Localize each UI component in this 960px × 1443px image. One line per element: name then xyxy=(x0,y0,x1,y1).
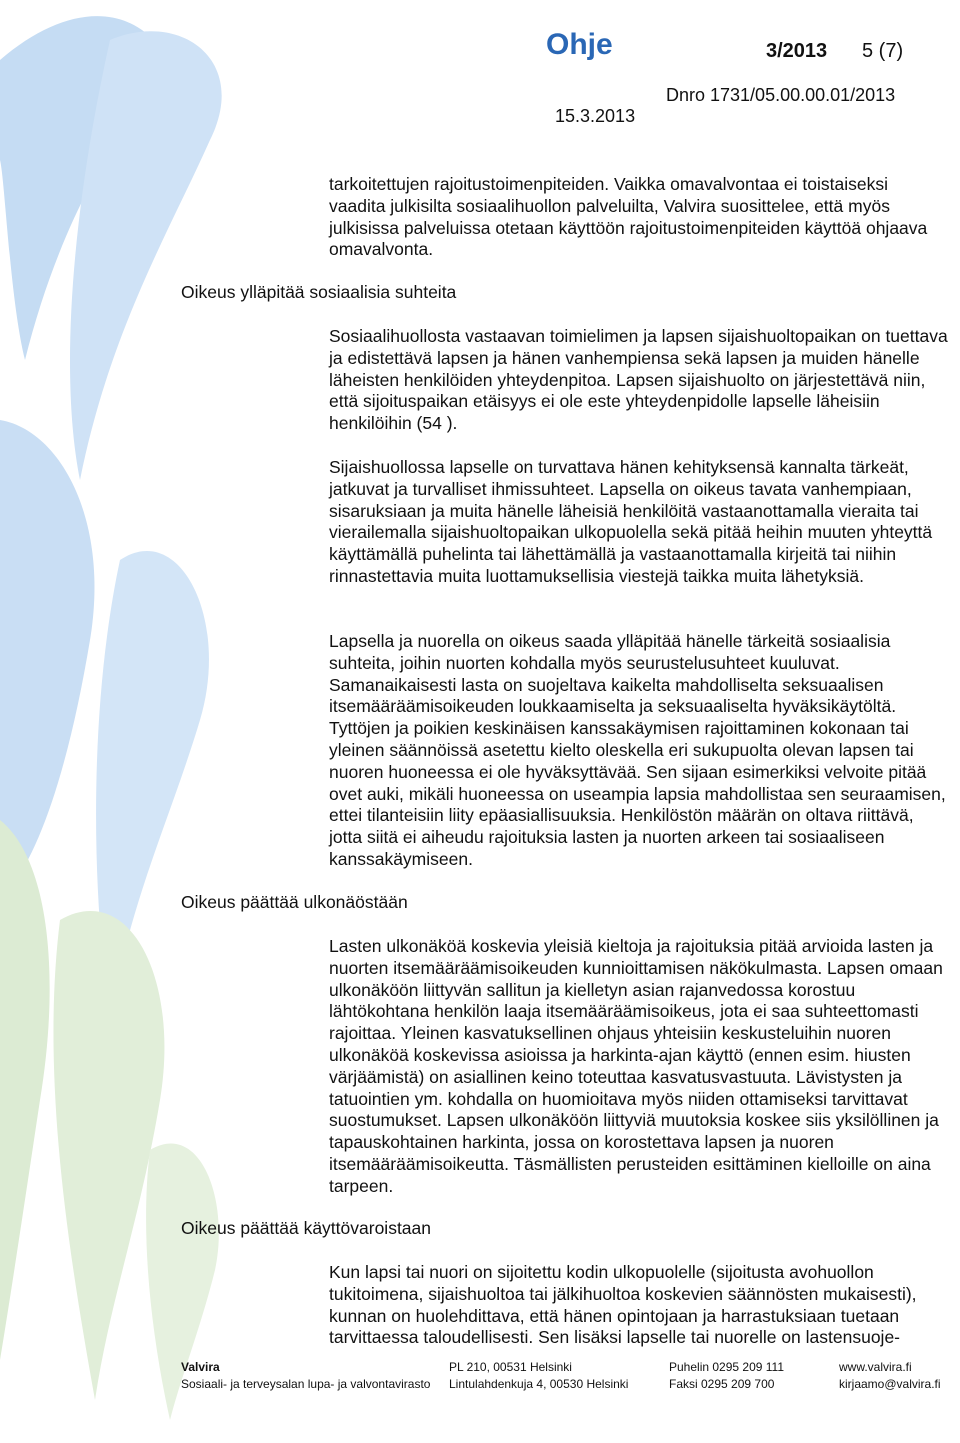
document-date: 15.3.2013 xyxy=(555,106,636,126)
footer-website-link[interactable]: www.valvira.fi xyxy=(839,1360,912,1374)
page-number: 5 (7) xyxy=(862,40,904,62)
document-type-title: Ohje xyxy=(546,28,613,61)
body-paragraph: Lapsella ja nuorella on oikeus saada ylläpitää hänelle tärkeitä sosiaalisia suhteita, joihin nuorten kohdalla myös seurustelusuhteet kuuluvat. Samanaikaisesti lasta on suojeltava kaikelta mahdolliselta seksuaalisen itsemääräämisoikeuden loukkaamiselta ja seksuaaliselta hyväksikäytöltä. Tyttöjen ja poikien keskinäisen kanssakäymisen rajoittaminen kokonaan tai yleinen säännöissä asetettu kielto oleskella eri sukupuolta olevan lapsen tai nuoren huoneessa ei ole hyväksyttävää. Sen sijaan esimerkiksi velvoite pitää ovet auki, mikäli huoneessa on useampia lapsia mahdollistaa sen seuraamisen, ettei tilanteisiin liity epäasiallisuuksia. Henkilöstön määrän on oltava riittävä, jotta siitä ei aiheudu rajoituksia lasten ja nuorten arkeen tai sosiaaliseen kanssakäymiseen. xyxy=(329,631,946,869)
footer-address xyxy=(449,1359,628,1393)
footer-fax-number: Faksi 0295 209 700 xyxy=(669,1377,775,1391)
footer-phone-number: Puhelin 0295 209 111 xyxy=(669,1360,784,1374)
page-footer xyxy=(0,1359,960,1399)
footer-contact xyxy=(839,1359,941,1393)
document-number: 3/2013 xyxy=(766,40,828,62)
side-heading-appearance: Oikeus päättää ulkonäöstään xyxy=(181,892,408,912)
footer-address-1: PL 210, 00531 Helsinki xyxy=(449,1360,572,1374)
body-paragraph: tarkoitettujen rajoitustoimenpiteiden. Vaikka omavalvontaa ei toistaiseksi vaadita julkisilta sosiaalihuollon palveluilta, Valvira suosittelee, että myös julkisissa palveluissa otetaan käyttöön rajoitustoimenpiteiden käyttöä ohjaava omavalvonta. xyxy=(329,174,928,260)
footer-org-name: Valvira xyxy=(181,1360,220,1374)
footer-email-link[interactable]: kirjaamo@valvira.fi xyxy=(839,1377,941,1391)
footer-organization xyxy=(181,1359,430,1393)
footer-address-2: Lintulahdenkuja 4, 00530 Helsinki xyxy=(449,1377,629,1391)
record-number: Dnro 1731/05.00.00.01/2013 xyxy=(666,85,896,105)
body-paragraph: Sijaishuollossa lapselle on turvattava hänen kehityksensä kannalta tärkeät, jatkuvat ja turvalliset ihmissuhteet. Lapsella on oikeus tavata vanhempiaan, sisaruksiaan ja muita hänelle läheisiä henkilöitä vastaanottamalla vieraita tai vierailemalla sijaishuoltopaikan ulkopuolella sekä pitää heihin muuten yhteyttä käyttämällä puhelinta tai lähettämällä ja vastaanottamalla kirjeitä tai niihin rinnastettavia muita luottamuksellisia viestejä taikka muita lähetyksiä. xyxy=(329,457,933,586)
footer-org-full-name: Sosiaali- ja terveysalan lupa- ja valvontavirasto xyxy=(181,1377,431,1391)
side-heading-spending-money: Oikeus päättää käyttövaroistaan xyxy=(181,1218,432,1238)
side-heading-social-relations: Oikeus ylläpitää sosiaalisia suhteita xyxy=(181,282,457,302)
footer-phone xyxy=(669,1359,784,1393)
body-paragraph: Lasten ulkonäköä koskevia yleisiä kieltoja ja rajoituksia pitää arvioida lasten ja nuorten itsemääräämisoikeuden kunnioittamisen näkökulmasta. Lapsen omaan ulkonäköön liittyvän sallitun ja kielletyn asian rajanvedossa korostuu lähtökohtana henkilön laaja itsemääräämisoikeus, jota ei saa suhteettomasti rajoittaa. Yleinen kasvatuksellinen ohjaus yhteisiin keskusteluihin nuoren ulkonäköä koskevissa asioissa ja harkinta-ajan käyttö (ennen esim. hiusten värjäämistä) on asiallinen keino toteuttaa kasvatusvastuuta. Lävistysten ja tatuointien ym. kohdalla on huomioitava myös niiden ottamiseksi tarvittavat suostumukset. Lapsen ulkonäköön liittyviä muutoksia koskee siis yksilöllinen ja tapauskohtainen harkinta, jossa on korostettava lapsen ja nuoren itsemääräämisoikeutta. Täsmällisten perusteiden esittäminen kielloille on aina tarpeen. xyxy=(329,936,943,1196)
body-paragraph: Kun lapsi tai nuori on sijoitettu kodin ulkopuolelle (sijoitusta avohuollon tukitoimena, sijaishuoltoa tai jälkihuoltoa koskevien säännösten mukaisesti), kunnan on huolehdittava, että hänen opintojaan ja harrastuksiaan tuetaan tarvittaessa taloudellisesti. Sen lisäksi lapselle tai nuorelle on lastensuoje- xyxy=(329,1262,917,1348)
body-paragraph: Sosiaalihuollosta vastaavan toimielimen ja lapsen sijaishuoltopaikan on tuettava ja edistettävä lapsen ja hänen vanhempiensa sekä lapsen ja muiden hänelle läheisten henkilöiden yhteydenpitoa. Lapsen sijaishuolto on järjestettävä niin, että sijoituspaikan etäisyys ei ole este yhteydenpidolle lapselle läheisiin henkilöihin (54 ). xyxy=(329,326,948,434)
